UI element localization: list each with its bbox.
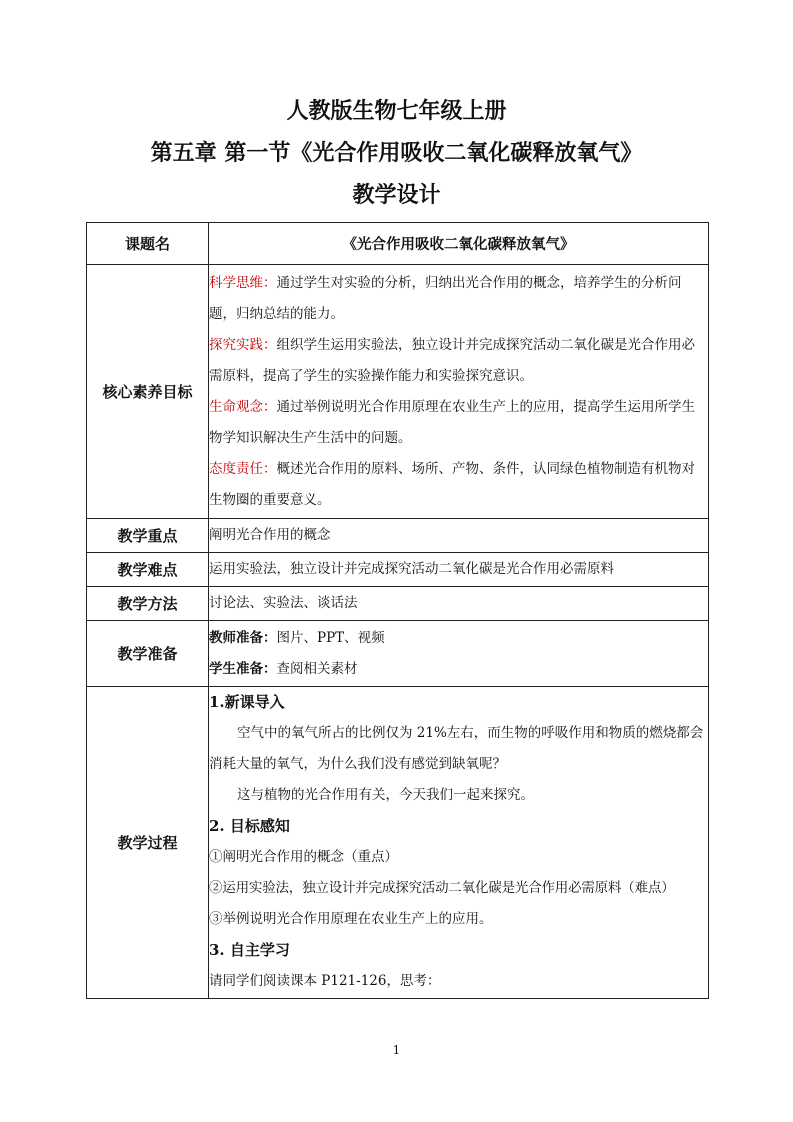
table-row xyxy=(87,519,709,553)
key-point-value: 阐明光合作用的概念 xyxy=(209,519,709,553)
goal-tag: 探究实践： xyxy=(209,336,277,353)
lesson-plan-table xyxy=(86,222,709,999)
teacher-prep-label: 教师准备： xyxy=(209,629,277,646)
paragraph: 请同学们阅读课本 P121-126，思考： xyxy=(209,973,441,989)
difficulty-value: 运用实验法，独立设计并完成探究活动二氧化碳是光合作用必需原料 xyxy=(209,553,709,587)
section-heading: 2. 目标感知 xyxy=(209,817,290,835)
document-subtitle: 第五章 第一节《光合作用吸收二氧化碳释放氧气》 xyxy=(150,140,643,166)
section-heading: 3. 自主学习 xyxy=(209,941,290,959)
goal-text: 通过学生对实验的分析，归纳出光合作用的概念，培养学生的分析问题，归纳总结的能力。 xyxy=(209,274,682,322)
student-prep xyxy=(209,654,708,685)
row-label: 教学重点 xyxy=(87,519,209,553)
row-label: 课题名 xyxy=(87,223,209,265)
list-item: ①阐明光合作用的概念（重点） xyxy=(209,849,398,865)
table-row xyxy=(87,265,709,519)
goal-text: 组织学生运用实验法，独立设计并完成探究活动二氧化碳是光合作用必需原料，提高了学生的实验操作能力和实验探究意识。 xyxy=(209,336,695,384)
table-row xyxy=(87,587,709,621)
core-goal-item xyxy=(209,330,708,392)
table-row xyxy=(87,687,709,999)
goal-text: 通过举例说明光合作用原理在农业生产上的应用，提高学生运用所学生物学知识解决生产生活中的问题。 xyxy=(209,398,695,446)
goal-tag: 科学思维： xyxy=(209,274,277,291)
student-prep-value: 查阅相关素材 xyxy=(276,660,358,677)
method-value: 讨论法、实验法、谈话法 xyxy=(209,587,709,621)
document-title: 人教版生物七年级上册 xyxy=(286,98,507,124)
table-row xyxy=(87,223,709,265)
teacher-prep xyxy=(209,623,708,654)
goal-tag: 生命观念： xyxy=(209,398,277,415)
page-number: 1 xyxy=(392,1043,401,1057)
core-goal-item xyxy=(209,268,708,330)
core-goal-item xyxy=(209,454,708,516)
document-title-block xyxy=(0,96,793,210)
topic-value: 《光合作用吸收二氧化碳释放氧气》 xyxy=(209,223,709,265)
row-label: 教学准备 xyxy=(87,621,209,687)
goal-text: 概述光合作用的原料、场所、产物、条件，认同绿色植物制造有机物对生物圈的重要意义。 xyxy=(209,460,695,508)
row-label: 教学方法 xyxy=(87,587,209,621)
row-label: 教学难点 xyxy=(87,553,209,587)
goal-tag: 态度责任： xyxy=(209,460,277,477)
table-row xyxy=(87,553,709,587)
student-prep-label: 学生准备： xyxy=(209,660,277,677)
list-item: ②运用实验法，独立设计并完成探究活动二氧化碳是光合作用必需原料（难点） xyxy=(209,880,675,896)
list-item: ③举例说明光合作用原理在农业生产上的应用。 xyxy=(209,911,493,927)
paragraph: 这与植物的光合作用有关，今天我们一起来探究。 xyxy=(237,787,534,803)
row-label: 核心素养目标 xyxy=(87,265,209,519)
paragraph: 空气中的氧气所占的比例仅为 21%左右，而生物的呼吸作用和物质的燃烧都会消耗大量的氧气，为什么我们没有感觉到缺氧呢？ xyxy=(209,725,704,772)
core-goals-cell xyxy=(209,265,709,519)
document-heading: 教学设计 xyxy=(352,182,441,208)
row-label: 教学过程 xyxy=(87,687,209,999)
section-heading: 1.新课导入 xyxy=(209,693,285,711)
process-cell xyxy=(209,687,709,999)
teacher-prep-value: 图片、PPT、视频 xyxy=(276,629,385,646)
core-goal-item xyxy=(209,392,708,454)
table-row xyxy=(87,621,709,687)
prep-cell xyxy=(209,621,709,687)
